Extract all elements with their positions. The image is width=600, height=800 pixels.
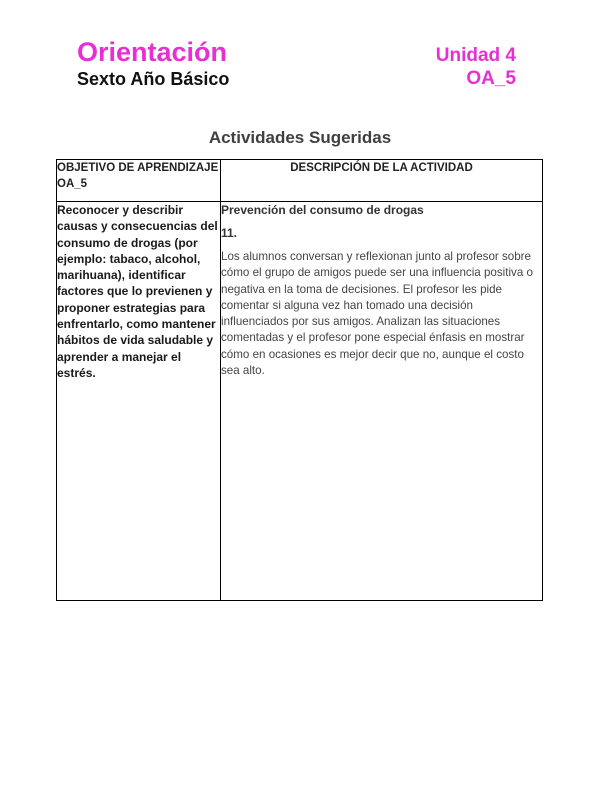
activity-body: Los alumnos conversan y reflexionan junto al profesor sobre cómo el grupo de amigos puede ser una influencia positiva o negativa en la toma de decisiones. El profesor les pide comentar si alguna vez han tomado una decisión influenciados por sus amigos. Analizan las situaciones comentadas y el profesor pone especial énfasis en mostrar cómo en ocasiones es mejor decir que no, aunque el costo sea alto. — [221, 250, 533, 378]
activity-number: 11. — [221, 226, 238, 240]
activity-title: Prevención del consumo de drogas — [221, 203, 424, 217]
objective-header: OBJETIVO DE APRENDIZAJE OA_5 — [57, 160, 221, 202]
objective-text: Reconocer y describir causas y consecuencias del consumo de drogas (por ejemplo: tabaco, alcohol, marihuana), identificar factores que lo previenen y proponer estrategias para enfrentarlo, como mantener hábitos de vida saludable y aprender a manejar el estrés. — [57, 202, 221, 601]
table-header-row — [57, 160, 543, 202]
section-title: Actividades Sugeridas — [208, 128, 392, 147]
description-cell — [221, 202, 543, 601]
table-row — [57, 202, 543, 601]
oa-label: OA_5 — [466, 68, 516, 89]
description-header: DESCRIPCIÓN DE LA ACTIVIDAD — [221, 160, 543, 202]
subject-title: Orientación — [77, 37, 228, 67]
activities-table — [56, 159, 543, 601]
unit-label: Unidad 4 — [435, 45, 516, 66]
grade-title: Sexto Año Básico — [77, 69, 230, 89]
